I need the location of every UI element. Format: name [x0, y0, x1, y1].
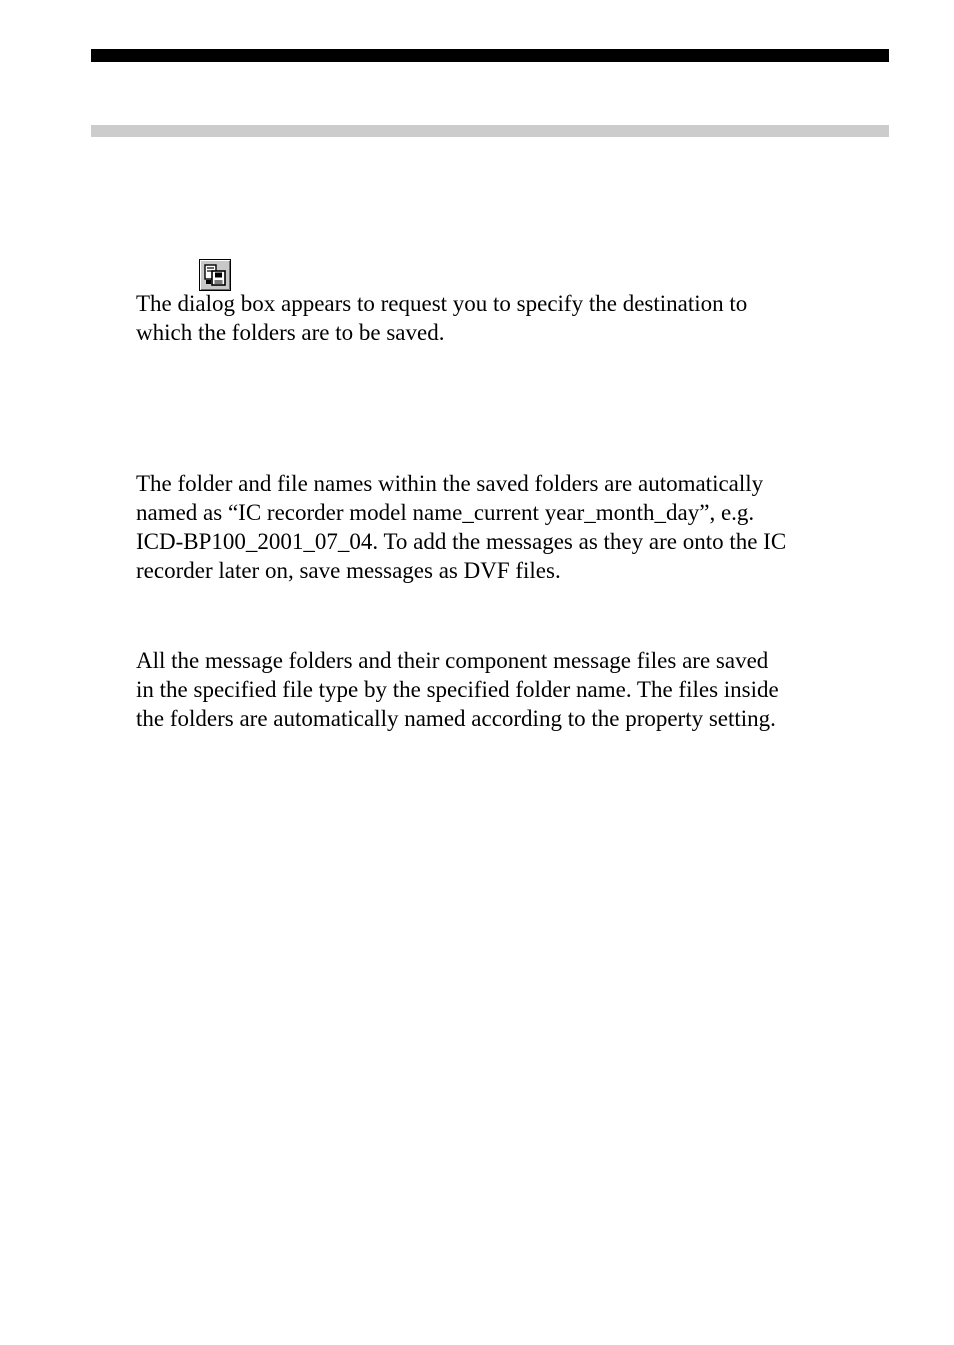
naming-note — [136, 469, 896, 585]
text-line: recorder later on, save messages as DVF files. — [136, 558, 561, 583]
section-rule — [91, 125, 889, 137]
text-line: All the message folders and their component message files are saved — [136, 648, 769, 673]
save-result-note — [136, 646, 896, 733]
save-folders-icon — [199, 259, 231, 291]
text-line: in the specified file type by the specified folder name. The files inside — [136, 677, 779, 702]
text-line: named as “IC recorder model name_current year_month_day”, e.g. — [136, 500, 755, 525]
text-line: The folder and file names within the saved folders are automatically — [136, 471, 764, 496]
text-line: The dialog box appears to request you to specify the destination to — [136, 291, 748, 316]
header-rule — [91, 49, 889, 62]
text-line: the folders are automatically named according to the property setting. — [136, 706, 776, 731]
text-line: which the folders are to be saved. — [136, 320, 445, 345]
dialog-description — [136, 289, 896, 347]
text-line: ICD-BP100_2001_07_04. To add the messages as they are onto the IC — [136, 529, 787, 554]
